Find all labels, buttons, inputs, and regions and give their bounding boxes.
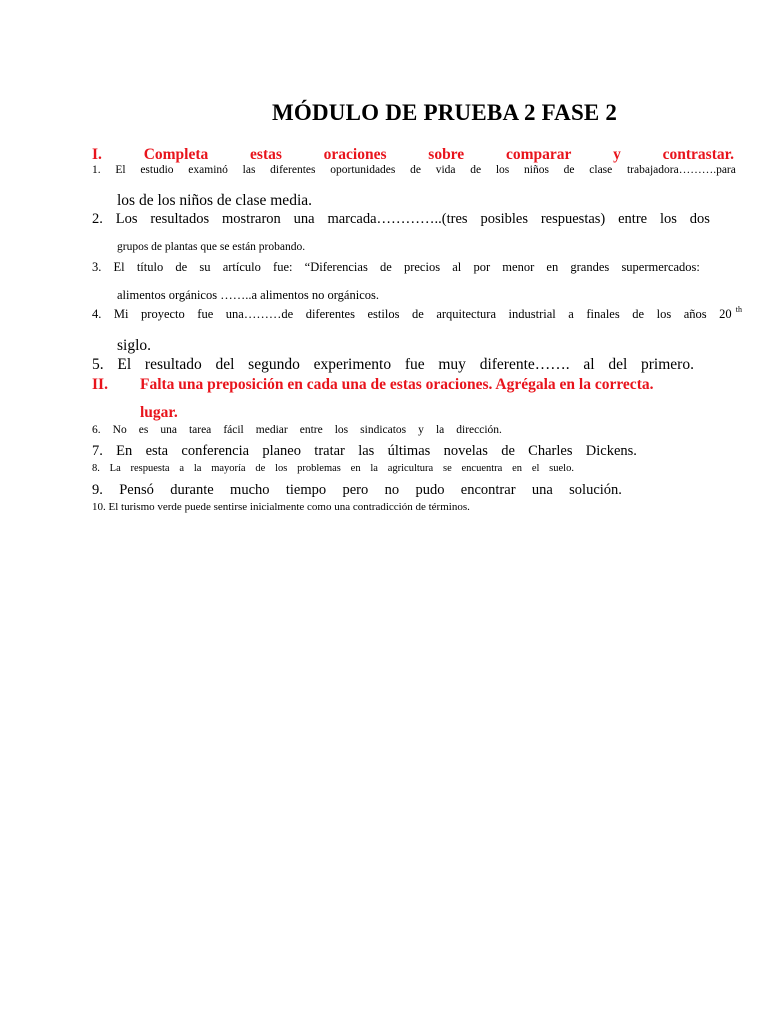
word: de xyxy=(175,260,188,274)
question-4-words xyxy=(92,307,732,322)
question-5 xyxy=(92,356,694,374)
word: el xyxy=(531,463,540,474)
question-1-line xyxy=(92,164,736,176)
word: últimas xyxy=(387,443,431,459)
question-1-continuation: los de los niños de clase media. xyxy=(117,192,312,209)
word: No xyxy=(112,424,127,436)
word: 20 xyxy=(719,307,732,321)
word: de xyxy=(632,307,645,321)
word: clase xyxy=(589,164,613,176)
word: respuestas) xyxy=(540,211,606,227)
word: examinó xyxy=(188,164,228,176)
word: de xyxy=(501,443,515,459)
question-7-line xyxy=(92,443,637,460)
word: fue: xyxy=(273,260,293,274)
word: los xyxy=(659,211,677,227)
word: fácil xyxy=(223,424,244,436)
question-8-line xyxy=(92,463,574,474)
word: la xyxy=(435,424,445,436)
word: título xyxy=(136,260,164,274)
word: resultado xyxy=(144,356,202,373)
question-7 xyxy=(92,443,637,460)
word: 8. xyxy=(92,463,100,474)
question-8 xyxy=(92,463,574,474)
word: agricultura xyxy=(387,463,434,474)
word: entre xyxy=(299,424,323,436)
word: tiempo xyxy=(285,482,327,498)
word: grandes xyxy=(570,260,610,274)
word: no xyxy=(384,482,400,498)
word: encontrar xyxy=(460,482,516,498)
word: conferencia xyxy=(181,443,250,459)
word: 1. xyxy=(92,164,101,176)
word: 2. xyxy=(92,211,103,227)
word: de xyxy=(379,260,392,274)
word: primero. xyxy=(641,356,694,373)
word: vida xyxy=(435,164,456,176)
word: y xyxy=(613,146,621,163)
word: en xyxy=(350,463,361,474)
word: precios xyxy=(403,260,441,274)
section-2-heading: Falta una preposición en cada una de estas oraciones. Agrégala en la correcta. xyxy=(140,376,654,393)
word: mostraron xyxy=(222,211,281,227)
word: niños xyxy=(524,164,549,176)
word: oraciones xyxy=(323,146,387,163)
word: los xyxy=(275,463,288,474)
word: se xyxy=(442,463,452,474)
section-2-heading-continuation: lugar. xyxy=(140,404,178,421)
word: fue xyxy=(197,307,214,321)
word: la xyxy=(193,463,202,474)
word: de xyxy=(410,164,421,176)
word: una xyxy=(531,482,553,498)
word: supermercados: xyxy=(621,260,700,274)
word: tarea xyxy=(188,424,212,436)
word: problemas xyxy=(297,463,341,474)
word: menor xyxy=(502,260,535,274)
word: proyecto xyxy=(141,307,185,321)
word: 6. xyxy=(92,424,101,436)
word: durante xyxy=(170,482,214,498)
word: Completa xyxy=(143,146,209,163)
word: por xyxy=(473,260,491,274)
word: 7. xyxy=(92,443,103,459)
question-2-continuation: grupos de plantas que se están probando. xyxy=(117,241,306,253)
word: sindicatos xyxy=(360,424,407,436)
word: contrastar. xyxy=(662,146,734,163)
word: la xyxy=(370,463,378,474)
word: al xyxy=(452,260,462,274)
word: a xyxy=(179,463,185,474)
word: a xyxy=(568,307,574,321)
word: diferente……. xyxy=(479,356,570,373)
question-10: 10. El turismo verde puede sentirse inicialmente como una contradicción de términos. xyxy=(92,501,470,513)
word: finales xyxy=(586,307,620,321)
section-1-heading xyxy=(92,146,734,164)
word: suelo. xyxy=(549,463,574,474)
word: de xyxy=(255,463,266,474)
word: las xyxy=(242,164,256,176)
question-2-line xyxy=(92,211,710,228)
word: al xyxy=(583,356,595,373)
word: dirección. xyxy=(456,424,502,436)
question-6-line xyxy=(92,424,502,436)
word: en xyxy=(512,463,523,474)
word: esta xyxy=(145,443,169,459)
word: Pensó xyxy=(119,482,154,498)
question-2 xyxy=(92,211,710,228)
page-title: MÓDULO DE PRUEBA 2 FASE 2 xyxy=(272,100,618,125)
word: I. xyxy=(92,146,102,163)
word: “Diferencias xyxy=(304,260,368,274)
word: los xyxy=(334,424,349,436)
word: El xyxy=(113,260,125,274)
question-1 xyxy=(92,164,736,176)
word: 5. xyxy=(92,356,104,373)
word: novelas xyxy=(443,443,488,459)
question-5-line xyxy=(92,356,694,374)
word: de xyxy=(563,164,575,176)
word: El xyxy=(117,356,132,373)
word: respuesta xyxy=(130,463,170,474)
word: posibles xyxy=(480,211,528,227)
word: de xyxy=(411,307,424,321)
word: trabajadora……….para xyxy=(626,164,736,176)
word: mucho xyxy=(230,482,270,498)
question-3 xyxy=(92,260,700,275)
question-3-line xyxy=(92,260,700,275)
word: mayoría xyxy=(211,463,246,474)
question-4-line xyxy=(92,307,742,322)
word: estilos xyxy=(367,307,400,321)
word: En xyxy=(116,443,133,459)
section-2-numeral: II. xyxy=(92,376,108,393)
word: arquitectura xyxy=(436,307,497,321)
word: muy xyxy=(438,356,466,373)
question-4-continuation: siglo. xyxy=(117,337,152,354)
word: Los xyxy=(115,211,138,227)
word: marcada…………..(tres xyxy=(327,211,468,227)
word: entre xyxy=(618,211,648,227)
word: pudo xyxy=(415,482,445,498)
question-9 xyxy=(92,482,622,499)
word: los xyxy=(656,307,672,321)
word: mediar xyxy=(255,424,288,436)
word: artículo xyxy=(222,260,261,274)
word: La xyxy=(109,463,121,474)
word: en xyxy=(546,260,559,274)
question-9-line xyxy=(92,482,622,499)
word: solución. xyxy=(569,482,622,498)
word: estas xyxy=(250,146,282,163)
word: las xyxy=(358,443,375,459)
word: es xyxy=(138,424,149,436)
word: una………de xyxy=(225,307,294,321)
word: El xyxy=(115,164,126,176)
word: 4. xyxy=(92,307,102,321)
word: años xyxy=(683,307,707,321)
word: una xyxy=(293,211,315,227)
word: oportunidades xyxy=(330,164,396,176)
word: dos xyxy=(689,211,710,227)
word: Charles xyxy=(528,443,573,459)
word: diferentes xyxy=(270,164,316,176)
word: 3. xyxy=(92,260,102,274)
word: del xyxy=(608,356,628,373)
word: comparar xyxy=(505,146,572,163)
question-4-superscript: th xyxy=(735,305,742,314)
question-3-continuation: alimentos orgánicos ……..a alimentos no orgánicos. xyxy=(117,288,379,302)
word: una xyxy=(160,424,177,436)
word: los xyxy=(495,164,510,176)
word: Mi xyxy=(113,307,129,321)
word: resultados xyxy=(150,211,210,227)
word: de xyxy=(470,164,482,176)
word: segundo xyxy=(248,356,300,373)
word: experimento xyxy=(313,356,392,373)
word: encuentra xyxy=(461,463,503,474)
word: y xyxy=(418,424,424,436)
word: Dickens. xyxy=(585,443,637,459)
word: estudio xyxy=(140,164,174,176)
word: fue xyxy=(404,356,425,373)
word: planeo xyxy=(262,443,301,459)
word: industrial xyxy=(508,307,556,321)
word: diferentes xyxy=(305,307,355,321)
question-6 xyxy=(92,424,502,436)
word: sobre xyxy=(428,146,465,163)
section-1-heading-words xyxy=(92,146,734,164)
word: tratar xyxy=(314,443,345,459)
word: su xyxy=(199,260,211,274)
word: pero xyxy=(342,482,369,498)
word: 9. xyxy=(92,482,103,498)
question-4 xyxy=(92,307,742,322)
word: del xyxy=(215,356,235,373)
